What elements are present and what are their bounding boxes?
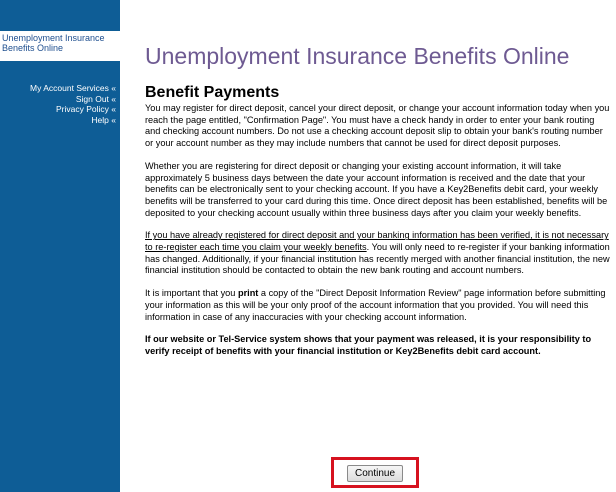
page-heading: Benefit Payments (145, 84, 280, 101)
responsibility-bold: If our website or Tel-Service system shows that your payment was released, it is your responsibility to verify receipt of benefits with your financial institution or Key2Benefits debit card account. (145, 334, 592, 356)
paragraph-processing-time: Whether you are registering for direct deposit or changing your existing account information, it will take approximately 5 business days between the date your account information is received and the date that your benefits can be electronically sent to your checking account. If you have a Key2Benefits debit card, your weekly benefits will be transferred to your card during this time. Once direct deposit has been established, benefits will be deposited to your checking account usually within three business days after you claim your weekly benefits. (145, 160, 608, 218)
nav-sign-out[interactable]: Sign Out « (75, 93, 116, 104)
nav-privacy-policy[interactable]: Privacy Policy « (56, 104, 116, 114)
main-content (145, 84, 611, 369)
paragraph-print-end: a copy of the "Direct Deposit Information Review" page information before submitting your information as this will be your only proof of the account information that you provided. You will need this information in case of any inaccuracies with your checking account information. (145, 288, 606, 322)
paragraph-responsibility (145, 334, 611, 357)
sidebar-nav (30, 83, 116, 125)
nav-my-account-services[interactable]: My Account Services « (30, 83, 116, 93)
paragraph-print (145, 288, 611, 323)
continue-button[interactable]: Continue (347, 465, 403, 482)
paragraph-register: You may register for direct deposit, cancel your direct deposit, or change your account information today when you reach the page entitled, "Confirmation Page". You must have a check handy in order to enter your bank routing and checking account numbers. Do not use a checking account deposit slip to obtain your bank's routing number or your account number as they may include numbers that cannot be used for direct deposit purposes. (145, 103, 610, 149)
sidebar (0, 0, 120, 492)
underlined-notice: If you have already registered for direct deposit and your banking information has been verified, it is not necessary to re-register each time you claim your weekly benefits (145, 230, 609, 253)
site-title: Unemployment Insurance Benefits Online (145, 43, 570, 69)
nav-help[interactable]: Help « (91, 114, 116, 125)
paragraph-already-registered-rest: . You will only need to re-register if your banking information has changed. Additionally, if your financial institution has recently merged with another financial institution, the new financial institution should be contacted to obtain the new bank routing and account numbers. (145, 242, 610, 276)
paragraph-already-registered (145, 230, 611, 277)
sidebar-logo[interactable]: Unemployment Insurance Benefits Online (0, 31, 120, 61)
print-bold: print (237, 288, 259, 299)
paragraph-print-start: It is important that you (145, 288, 238, 299)
